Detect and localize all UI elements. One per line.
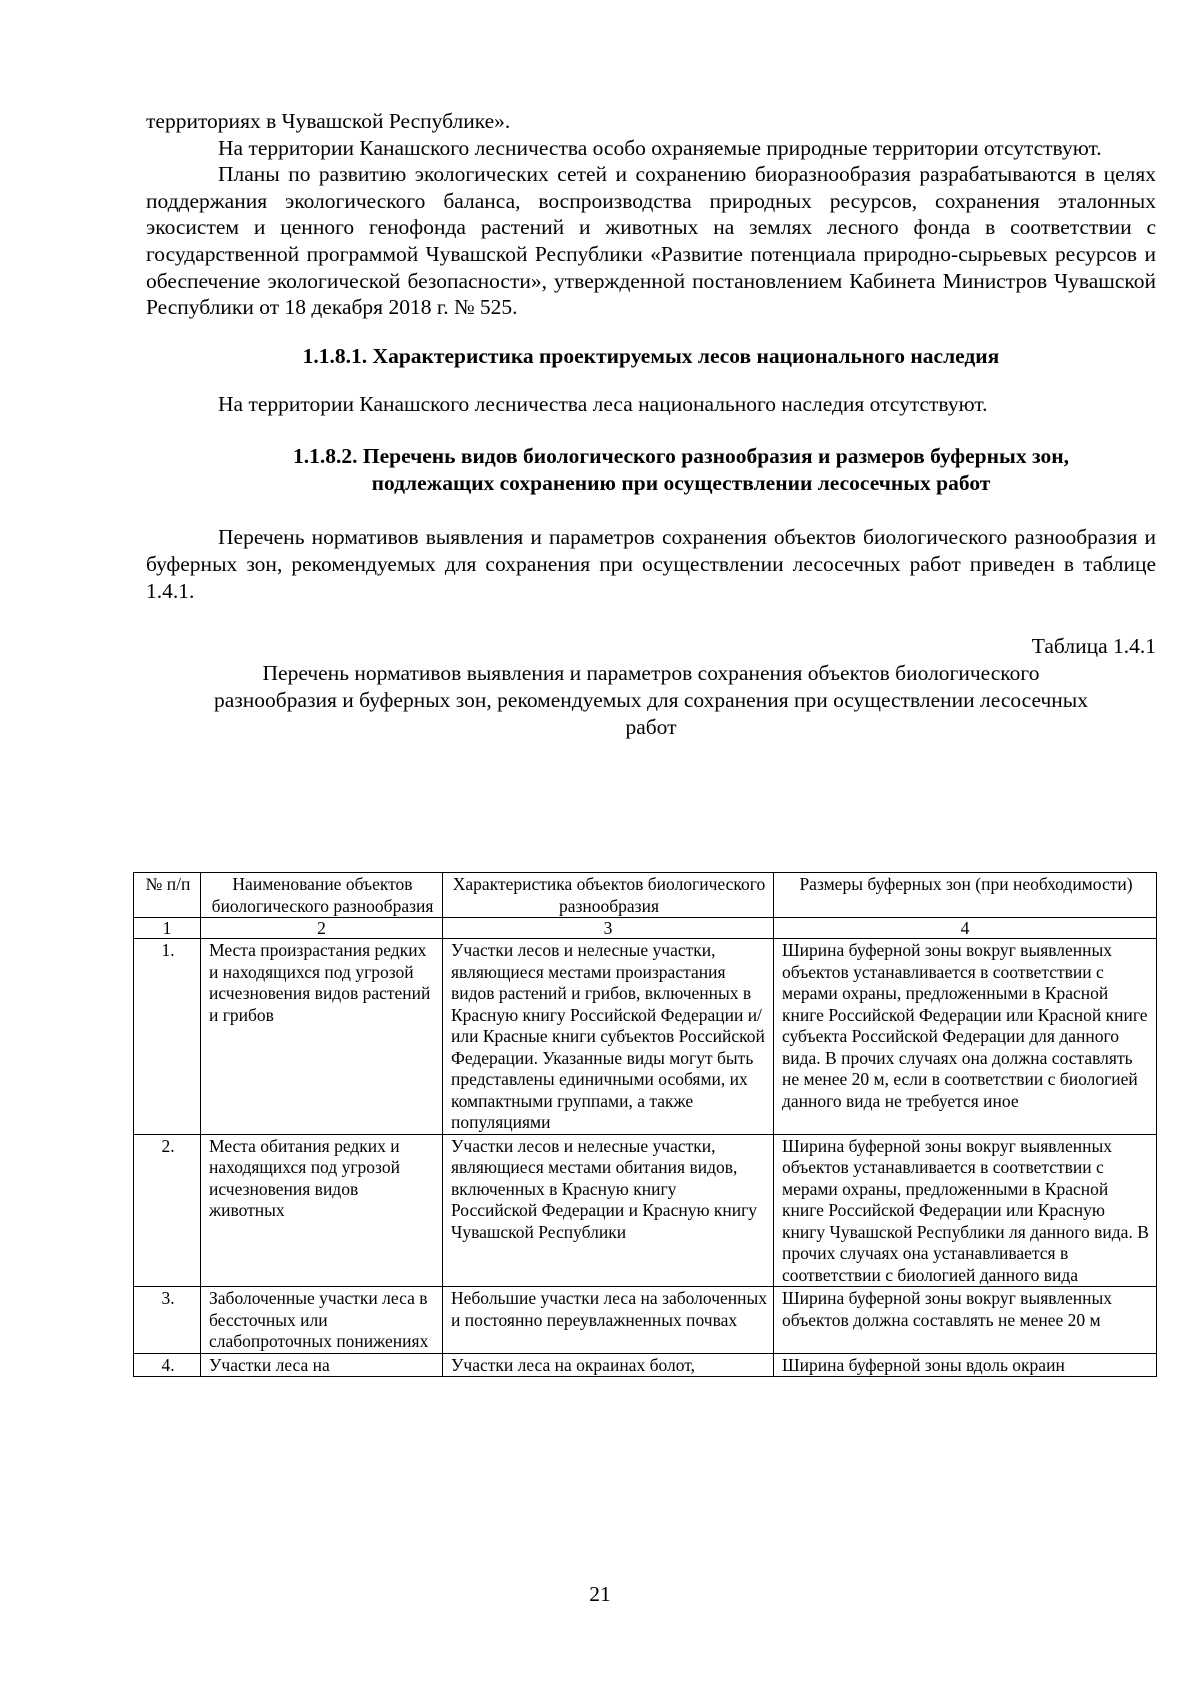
column-header-number: № п/п (134, 873, 201, 918)
table-caption-line-1: Перечень нормативов выявления и параметров сохранения объектов биологического (262, 661, 1040, 686)
section-heading-line-2: подлежащих сохранению при осуществлении лесосечных работ (371, 471, 991, 496)
row-number: 1. (134, 939, 201, 1135)
buffer-zone-size: Ширина буферной зоны вокруг выявленных объектов устанавливается в соответствии с мерами охраны, предложенными в Красной книге Российской Федерации или Красной книге субъекта Российской Федерации для данного вида. В прочих случаях она должна составлять не менее 20 м, если в соответствии с биологией данного вида не требуется иное (774, 939, 1157, 1135)
column-number: 3 (443, 918, 774, 939)
object-characteristic: Участки лесов и нелесные участки, являющиеся местами обитания видов, включенных в Красную книгу Российской Федерации и Красную книгу Чувашской Республики (443, 1134, 774, 1287)
section-heading-line-1: 1.1.8.2. Перечень видов биологического разнообразия и размеров буферных зон, (293, 444, 1069, 469)
object-name: Участки леса на (201, 1353, 443, 1377)
table-caption-line-2: разнообразия и буферных зон, рекомендуемых для сохранения при осуществлении лесосечных (214, 688, 1088, 713)
section-heading-national-heritage: 1.1.8.1. Характеристика проектируемых лесов национального наследия (302, 343, 1000, 368)
buffer-zone-size: Ширина буферной зоны вдоль окраин (774, 1353, 1157, 1377)
object-name: Заболоченные участки леса в бессточных или слабопроточных понижениях (201, 1287, 443, 1354)
document-page (146, 108, 1156, 741)
object-characteristic: Участки леса на окраинах болот, (443, 1353, 774, 1377)
page-number: 21 (589, 1582, 611, 1606)
column-number: 1 (134, 918, 201, 939)
table-row (134, 1134, 1157, 1287)
object-characteristic: Небольшие участки леса на заболоченных и постоянно переувлажненных почвах (443, 1287, 774, 1354)
table-row (134, 1287, 1157, 1354)
table-row (134, 939, 1157, 1135)
paragraph-national-heritage: На территории Канашского лесничества леса национального наследия отсутствуют. (218, 391, 988, 416)
column-header-buffer: Размеры буферных зон (при необходимости) (774, 873, 1157, 918)
table-caption (146, 660, 1156, 741)
paragraph-protected-areas: На территории Канашского лесничества особо охраняемые природные территории отсутствуют. (218, 135, 1102, 160)
column-number: 2 (201, 918, 443, 939)
row-number: 2. (134, 1134, 201, 1287)
row-number: 3. (134, 1287, 201, 1354)
biodiversity-table (133, 872, 1157, 1377)
table-row (134, 1353, 1157, 1377)
section-heading-biodiversity-list (146, 443, 1156, 497)
table-caption-line-3: работ (625, 715, 677, 740)
column-number-row (134, 918, 1157, 939)
buffer-zone-size: Ширина буферной зоны вокруг выявленных объектов устанавливается в соответствии с мерами охраны, предложенными в Красной книге Российской Федерации или Красную книгу Чувашской Республики ля данного вида. В прочих случаях она устанавливается в соответствии с биологией данного вида (774, 1134, 1157, 1287)
table-header-row (134, 873, 1157, 918)
column-number: 4 (774, 918, 1157, 939)
object-name: Места обитания редких и находящихся под угрозой исчезновения видов животных (201, 1134, 443, 1287)
row-number: 4. (134, 1353, 201, 1377)
object-name: Места произрастания редких и находящихся под угрозой исчезновения видов растений и грибов (201, 939, 443, 1135)
table-label: Таблица 1.4.1 (1031, 634, 1156, 659)
paragraph-biodiversity-plans: Планы по развитию экологических сетей и сохранению биоразнообразия разрабатываются в целях поддержания экологического баланса, воспроизводства природных ресурсов, сохранения эталонных экосистем и ценного генофонда растений и животных на землях лесного фонда в соответствии с государственной программой Чувашской Республики «Развитие потенциала природно-сырьевых ресурсов и обеспечение экологической безопасности», утвержденной постановлением Кабинета Министров Чувашской Республики от 18 декабря 2018 г. № 525. (146, 162, 1156, 320)
paragraph-table-intro: Перечень нормативов выявления и параметров сохранения объектов биологического разнообразия и буферных зон, рекомендуемых для сохранения при осуществлении лесосечных работ приведен в таблице 1.4.1. (146, 525, 1156, 603)
column-header-characteristic: Характеристика объектов биологического разнообразия (443, 873, 774, 918)
paragraph-continuation: территориях в Чувашской Республике». (146, 109, 511, 133)
buffer-zone-size: Ширина буферной зоны вокруг выявленных объектов должна составлять не менее 20 м (774, 1287, 1157, 1354)
column-header-name: Наименование объектов биологического разнообразия (201, 873, 443, 918)
object-characteristic: Участки лесов и нелесные участки, являющиеся местами произрастания видов растений и грибов, включенных в Красную книгу Российской Федерации и/или Красные книги субъектов Российской Федерации. Указанные виды могут быть представлены единичными особями, их компактными группами, а также популяциями (443, 939, 774, 1135)
